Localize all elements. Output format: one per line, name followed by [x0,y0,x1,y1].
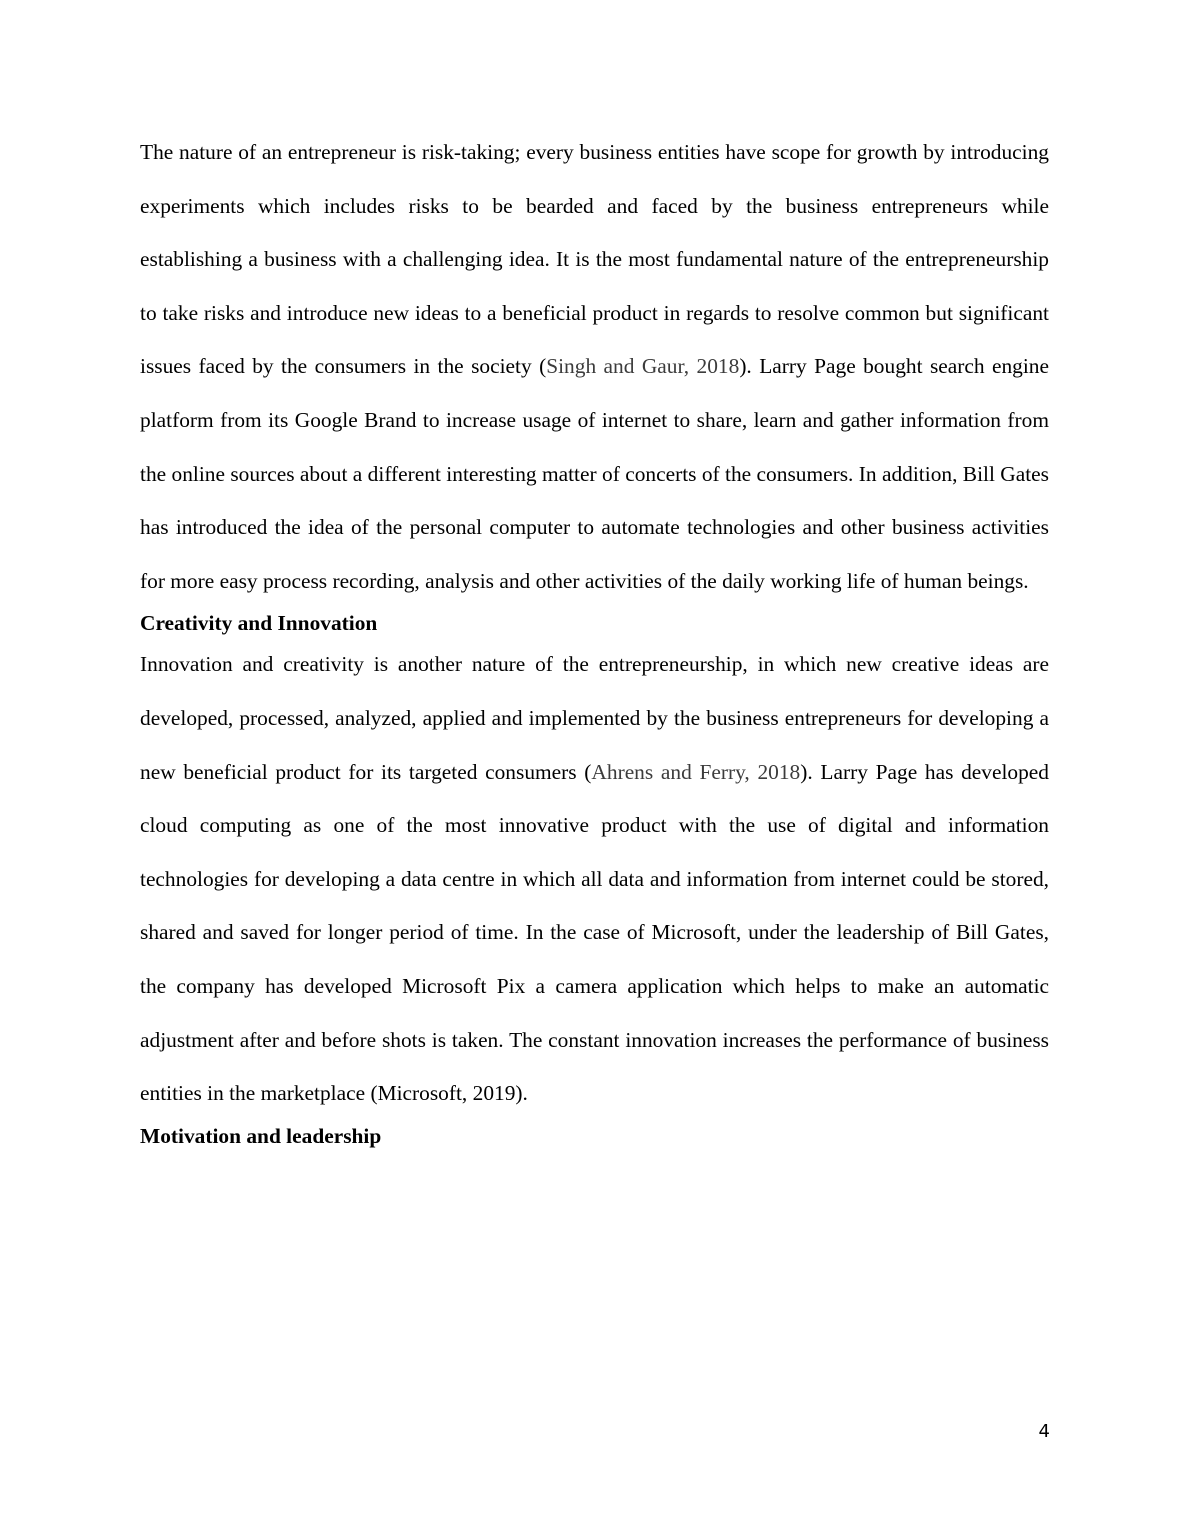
citation-ahrens-ferry: Ahrens and Ferry, 2018 [591,759,801,784]
paragraph-text: Innovation and creativity is another nature of the entrepreneurship, in which new creative ideas are developed, processed, analyzed, applied and implemented by the business entrepreneurs for developing a new beneficial product for its targeted consumers ( [140,652,1049,784]
body-paragraph-innovation [140,638,1049,1120]
citation-singh-gaur: Singh and Gaur, 2018 [546,354,740,379]
section-heading-motivation-leadership: Motivation and leadership [140,1123,382,1148]
paragraph-text: ). Larry Page bought search engine platform from its Google Brand to increase usage of internet to share, learn and gather information from the online sources about a different interesting matter of concerts of the consumers. In addition, Bill Gates has introduced the idea of the personal computer to automate technologies and other business activities for more easy process recording, analysis and other activities of the daily working life of human beings. [140,354,1049,593]
page-number: 4 [1038,1421,1050,1442]
paragraph-text: The nature of an entrepreneur is risk-taking; every business entities have scope for growth by introducing experiments which includes risks to be bearded and faced by the business entrepreneurs while establishing a business with a challenging idea. It is the most fundamental nature of the entrepreneurship to take risks and introduce new ideas to a beneficial product in regards to resolve common but significant issues faced by the consumers in the society ( [140,140,1049,379]
page-content [140,126,1049,1151]
section-heading-creativity-innovation: Creativity and Innovation [140,611,378,636]
body-paragraph-risk-taking [140,126,1049,608]
paragraph-text: ). Larry Page has developed cloud computing as one of the most innovative product with the use of digital and information technologies for developing a data centre in which all data and information from internet could be stored, shared and saved for longer period of time. In the case of Microsoft, under the leadership of Bill Gates, the company has developed Microsoft Pix a camera application which helps to make an automatic adjustment after and before shots is taken. The constant innovation increases the performance of business entities in the marketplace (Microsoft, 2019). [140,759,1049,1106]
